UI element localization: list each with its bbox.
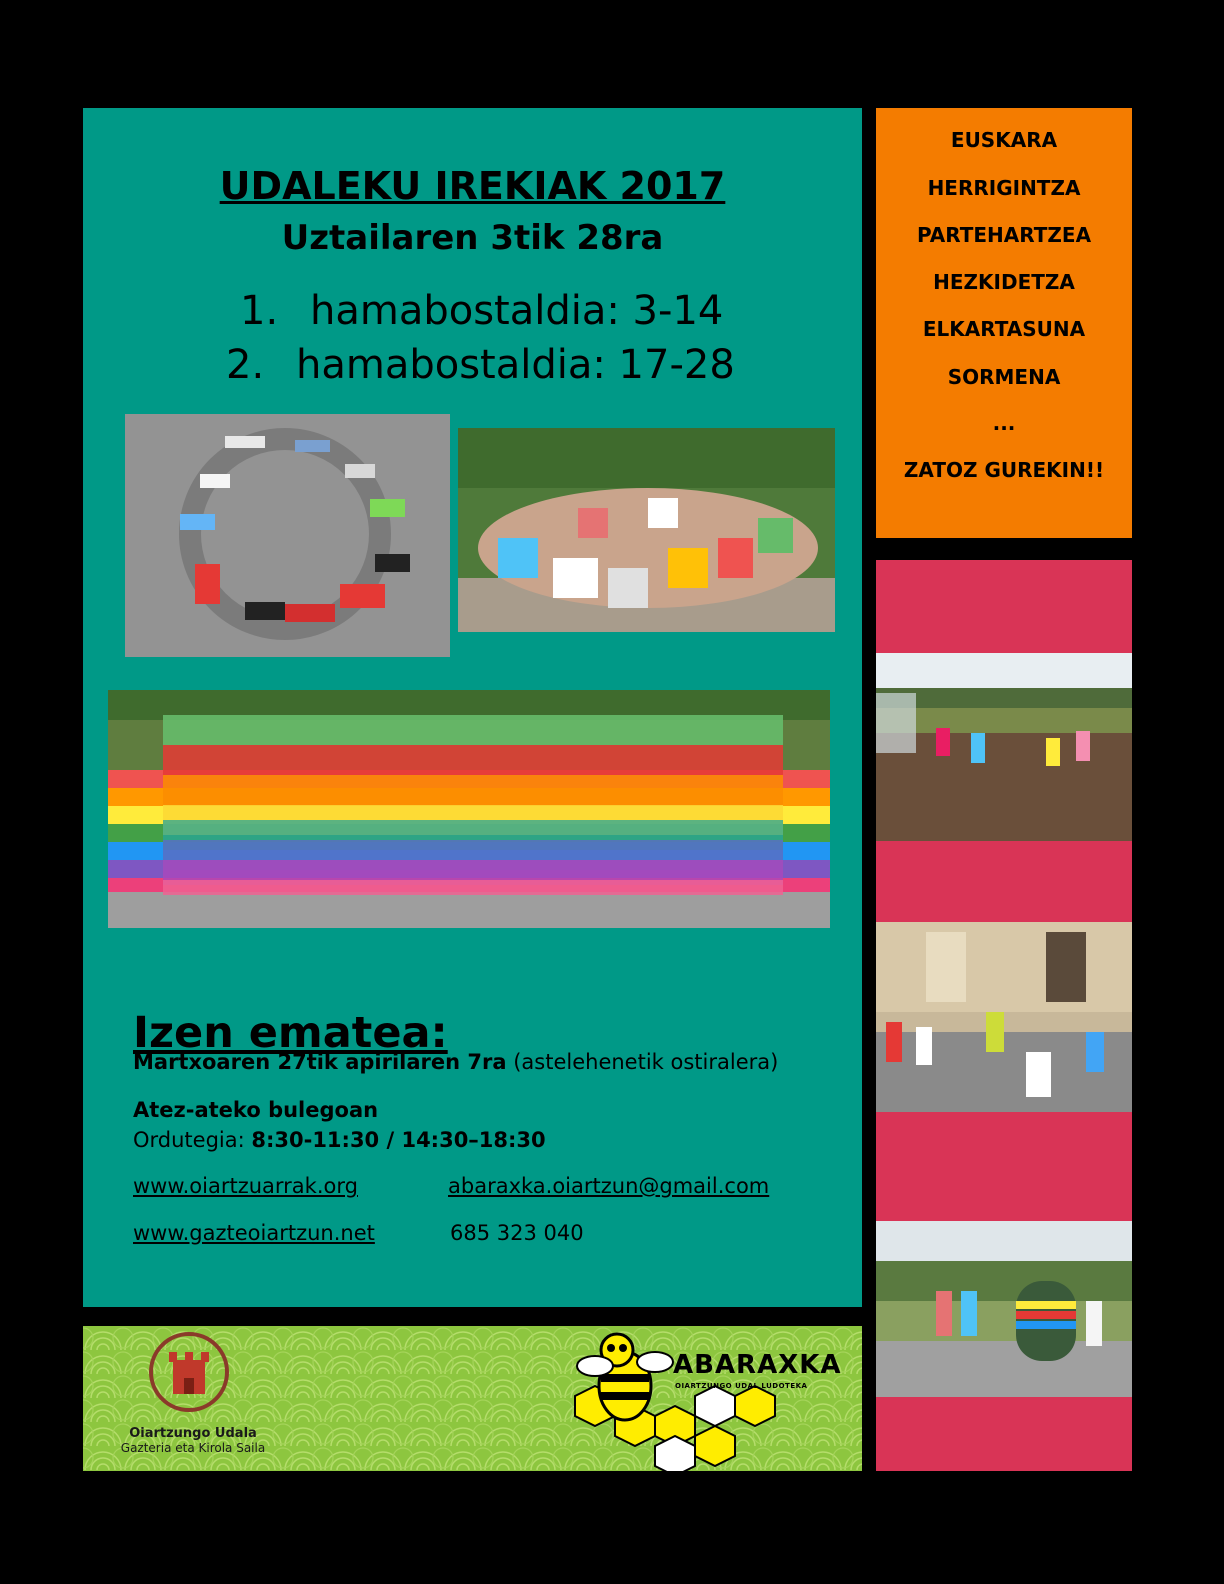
photo-strip-panel [876,560,1132,1471]
period-2: 2. hamabostaldia: 17-28 [226,342,735,388]
photo-group-sitting [458,428,835,632]
photo-rainbow-group [108,690,830,928]
footer-banner [83,1326,862,1471]
values-panel [876,108,1132,538]
value-item: HERRIGINTZA [927,176,1081,200]
bee-mascot-icon [545,1326,808,1471]
photo-recycling-bin [876,1221,1132,1397]
page-subtitle: Uztailaren 3tik 28ra [281,218,664,258]
photo-circle-kids [125,414,450,657]
value-item: ELKARTASUNA [922,317,1086,341]
website-link-1[interactable]: www.oiartzuarrak.org [133,1174,358,1198]
value-item: HEZKIDETZA [933,270,1075,294]
photo-garden [876,653,1132,841]
value-item: ... [992,411,1016,435]
page-title: UDALEKU IREKIAK 2017 [219,164,726,208]
municipality-seal-icon [147,1330,231,1414]
value-item: SORMENA [947,365,1061,389]
value-item: EUSKARA [950,128,1058,152]
registration-heading: Izen ematea: [133,1008,448,1058]
photo-courtyard [876,922,1132,1112]
brand-subtitle: OIARTZUNGO UDAL LUDOTEKA [675,1382,808,1390]
website-link-2[interactable]: www.gazteoiartzun.net [133,1221,375,1245]
phone-number: 685 323 040 [450,1221,584,1245]
brand-logo-text: ABARAXKA [673,1350,842,1380]
period-1: 1. hamabostaldia: 3-14 [240,288,724,334]
registration-dates: Martxoaren 27tik apirilaren 7ra (astelehenetik ostiralera) [133,1050,779,1074]
registration-office: Atez-ateko bulegoan [133,1098,379,1122]
value-item: ZATOZ GUREKIN!! [903,458,1105,482]
value-item: PARTEHARTZEA [916,223,1092,247]
main-panel [83,108,862,1307]
registration-hours: Ordutegia: 8:30-11:30 / 14:30–18:30 [133,1128,546,1152]
email-link[interactable]: abaraxka.oiartzun@gmail.com [448,1174,770,1198]
municipality-logo: Oiartzungo Udala Gazteria eta Kirola Saila [120,1426,266,1455]
